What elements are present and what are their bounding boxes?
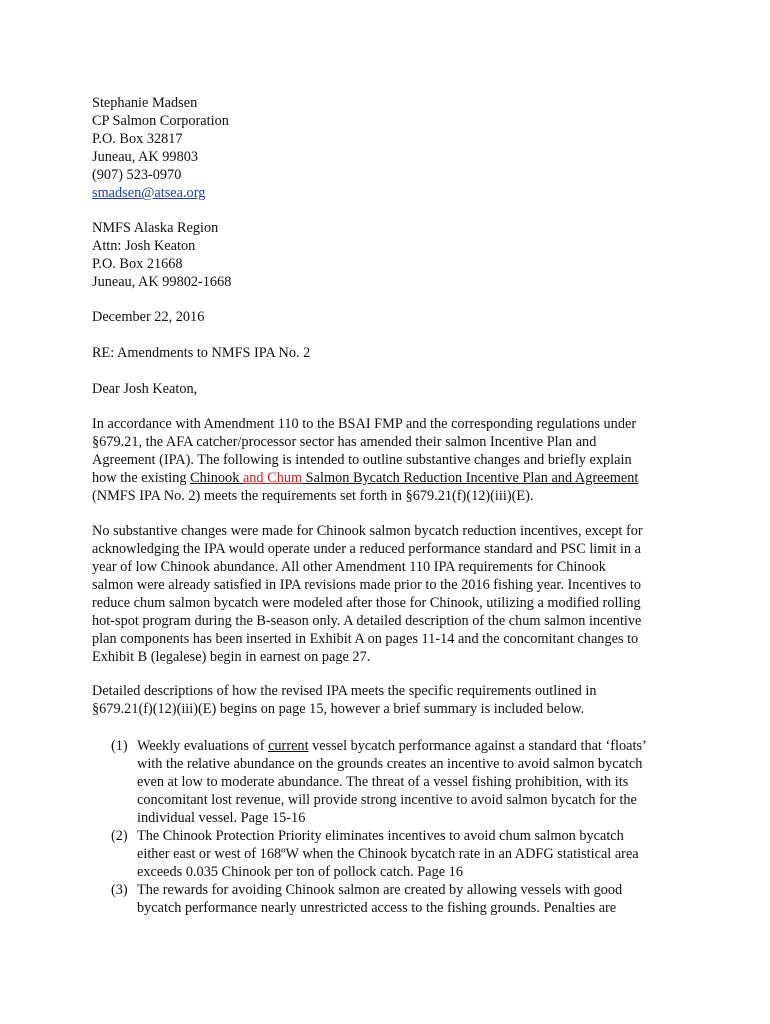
recipient-city: Juneau, AK 99802-1668	[92, 274, 232, 290]
letter-date	[92, 308, 682, 326]
paragraph-2	[92, 522, 682, 666]
list-line: exceeds 0.035 Chinook per ton of pollock catch. Page 16	[137, 864, 463, 880]
list-line: The rewards for avoiding Chinook salmon are created by allowing vessels with good	[137, 882, 623, 898]
sender-block	[92, 94, 682, 202]
list-item	[111, 827, 681, 881]
subject-line	[92, 344, 682, 362]
list-line	[137, 737, 681, 755]
date-text: December 22, 2016	[92, 309, 205, 325]
paragraph-line: plan components has been inserted in Exhibit A on pages 11-14 and the concomitant changes to	[92, 631, 639, 647]
list-line: even at low to moderate abundance. The threat of a vessel fishing prohibition, with its	[137, 774, 629, 790]
sender-phone: (907) 523-0970	[92, 167, 182, 183]
paragraph-line: hot-spot program during the B-season only. A detailed description of the chum salmon incentive	[92, 613, 642, 629]
list-number: (1)	[111, 738, 128, 754]
recipient-block	[92, 219, 682, 291]
paragraph-line: §679.21, the AFA catcher/processor sector has amended their salmon Incentive Plan and	[92, 434, 597, 450]
underlined-title-part: Salmon Bycatch Reduction Incentive Plan and Agreement	[302, 470, 639, 486]
paragraph-line: Detailed descriptions of how the revised IPA meets the specific requirements outlined in	[92, 683, 597, 699]
paragraph-line: §679.21(f)(12)(iii)(E) begins on page 15, however a brief summary is included below.	[92, 701, 585, 717]
list-item	[111, 737, 681, 827]
sender-city: Juneau, AK 99803	[92, 149, 199, 165]
sender-company: CP Salmon Corporation	[92, 113, 229, 129]
paragraph-line: reduce chum salmon bycatch were modeled after those for Chinook, utilizing a modified rolling	[92, 595, 641, 611]
recipient-attn: Attn: Josh Keaton	[92, 238, 196, 254]
salutation-text: Dear Josh Keaton,	[92, 381, 198, 397]
list-line: with the relative abundance on the grounds creates an incentive to avoid salmon bycatch	[137, 756, 643, 772]
paragraph-line: year of low Chinook abundance. All other Amendment 110 IPA requirements for Chinook	[92, 559, 606, 575]
list-line: either east or west of 168ºW when the Chinook bycatch rate in an ADFG statistical area	[137, 846, 639, 862]
sender-email-link[interactable]: smadsen@atsea.org	[92, 185, 206, 201]
text-run: vessel bycatch performance against a standard that ‘floats’	[308, 738, 647, 754]
underlined-word: current	[268, 738, 309, 754]
paragraph-line: No substantive changes were made for Chinook salmon bycatch reduction incentives, except for	[92, 523, 643, 539]
list-line: individual vessel. Page 15-16	[137, 810, 306, 826]
paragraph-line: Exhibit B (legalese) begin in earnest on page 27.	[92, 649, 371, 665]
list-number: (3)	[111, 882, 128, 898]
list-number: (2)	[111, 828, 128, 844]
paragraph-line: acknowledging the IPA would operate under a reduced performance standard and PSC limit in a	[92, 541, 641, 557]
text-run: how the existing	[92, 470, 191, 486]
list-line: The Chinook Protection Priority eliminates incentives to avoid chum salmon bycatch	[137, 828, 624, 844]
paragraph-line: (NMFS IPA No. 2) meets the requirements set forth in §679.21(f)(12)(iii)(E).	[92, 488, 534, 504]
underlined-title-part: Chinook	[190, 470, 240, 486]
sender-po-box: P.O. Box 32817	[92, 131, 183, 147]
sender-name: Stephanie Madsen	[92, 95, 198, 111]
paragraph-line: In accordance with Amendment 110 to the BSAI FMP and the corresponding regulations under	[92, 416, 637, 432]
paragraph-3	[92, 682, 682, 718]
recipient-po-box: P.O. Box 21668	[92, 256, 183, 272]
list-line: concomitant lost revenue, will provide strong incentive to avoid salmon bycatch for the	[137, 792, 637, 808]
text-run: Weekly evaluations of	[137, 738, 269, 754]
numbered-list	[111, 737, 681, 917]
salutation	[92, 380, 682, 398]
paragraph-1	[92, 415, 682, 505]
tracked-insertion: and Chum	[242, 470, 303, 486]
paragraph-line	[92, 469, 682, 487]
paragraph-line: Agreement (IPA). The following is intended to outline substantive changes and briefly explain	[92, 452, 632, 468]
list-item	[111, 881, 681, 917]
paragraph-line: salmon were already satisfied in IPA revisions made prior to the 2016 fishing year. Incentives to	[92, 577, 641, 593]
list-line: bycatch performance nearly unrestricted access to the fishing grounds. Penalties are	[137, 900, 617, 916]
subject-text: RE: Amendments to NMFS IPA No. 2	[92, 345, 311, 361]
recipient-org: NMFS Alaska Region	[92, 220, 219, 236]
